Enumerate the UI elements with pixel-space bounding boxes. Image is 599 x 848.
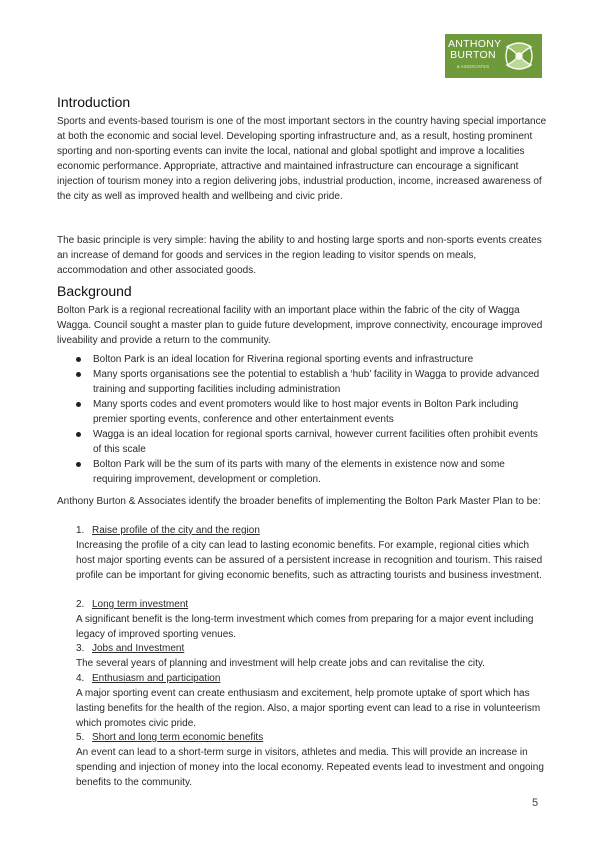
benefit-text: A major sporting event can create enthusiasm and excitement, help promote uptake of sport which has lasting benefits for the health of the region. Also, a major sporting event can lead to a rise in volunteerism which promotes civic pride.	[76, 688, 541, 729]
logo-mark-icon	[501, 37, 537, 75]
benefit-heading	[76, 730, 263, 745]
logo-line-1: ANTHONY	[448, 38, 502, 50]
background-paragraph-1: Bolton Park is a regional recreational facility with an important place within the fabric of the city of Wagga Wagga. Council sought a master plan to guide future development, improve connectivity, encourage improved liveability and provide a return to the community.	[57, 305, 543, 346]
benefit-number: 1.	[76, 525, 85, 536]
benefit-heading	[76, 523, 260, 538]
bullet-dot-icon	[76, 432, 81, 437]
benefit-number: 2.	[76, 599, 85, 610]
introduction-paragraph-2: The basic principle is very simple: having the ability to and hosting large sports and non-sports events creates an increase of demand for goods and services in the region leading to visitor spends on meals, accommodation and other associated goods.	[57, 235, 542, 276]
bullet-dot-icon	[76, 402, 81, 407]
bullet-item	[76, 427, 546, 457]
benefit-title: Long term investment	[92, 599, 189, 610]
bullet-item	[76, 397, 546, 427]
introduction-heading: Introduction	[57, 94, 131, 110]
benefit-text: Increasing the profile of a city can lead to lasting economic benefits. For example, regional cities which host major sporting events can be assured of a persistent increase in recognition and tourism. This raised profile can be important for giving economic benefits, such as attracting tourists and business investment.	[76, 540, 543, 581]
benefit-number: 5.	[76, 732, 85, 743]
bullet-dot-icon	[76, 357, 81, 362]
bullet-text: Many sports codes and event promoters would like to host major events in Bolton Park including premier sporting events, conference and other entertainment events	[93, 399, 519, 425]
benefit-number: 4.	[76, 673, 85, 684]
bullet-text: Many sports organisations see the potential to establish a ‘hub’ facility in Wagga to provide advanced training and supporting facilities including administration	[93, 369, 540, 395]
bullet-item	[76, 367, 546, 397]
benefit-heading	[76, 597, 188, 612]
logo-line-2: BURTON	[450, 49, 496, 61]
benefits-intro: Anthony Burton & Associates identify the broader benefits of implementing the Bolton Park Master Plan to be:	[57, 496, 541, 507]
background-bullet-list	[76, 352, 546, 487]
logo-line-3: & ASSOCIATES	[456, 64, 490, 69]
benefit-heading	[76, 641, 184, 656]
benefit-title: Enthusiasm and participation	[92, 673, 221, 684]
bullet-dot-icon	[76, 372, 81, 377]
benefit-text: The several years of planning and investment will help create jobs and can revitalise the city.	[76, 658, 485, 669]
background-heading: Background	[57, 283, 132, 299]
page-number: 5	[532, 797, 539, 809]
benefit-title: Raise profile of the city and the region	[92, 525, 260, 536]
bullet-item	[76, 352, 546, 367]
bullet-text: Bolton Park is an ideal location for Riverina regional sporting events and infrastructure	[93, 354, 474, 365]
benefit-title: Jobs and Investment	[92, 643, 185, 654]
bullet-text: Bolton Park will be the sum of its parts with many of the elements in existence now and some requiring improvement, development or completion.	[93, 459, 505, 485]
company-logo	[445, 34, 542, 78]
introduction-paragraph-1: Sports and events-based tourism is one of the most important sectors in the country having special importance at both the economic and social level. Developing sporting infrastructure and, as a result, hosting prominent sporting and non-sporting events can invite the local, national and global spotlight and improve a localities economic performance. Appropriate, attractive and maintained infrastructure can encourage a significant injection of tourism money into a region delivering jobs, industrial production, income, increased awareness of the city as well as improved health and wellbeing and civic pride.	[57, 116, 547, 202]
benefit-number: 3.	[76, 643, 85, 654]
benefit-text: An event can lead to a short-term surge in visitors, athletes and media. This will provide an increase in spending and injection of money into the local economy. Repeated events lead to investment and ongoing benefits to the community.	[76, 747, 544, 788]
benefit-text: A significant benefit is the long-term investment which comes from preparing for a major event including legacy of improved sporting venues.	[76, 614, 534, 640]
benefit-heading	[76, 671, 220, 686]
bullet-dot-icon	[76, 462, 81, 467]
benefit-title: Short and long term economic benefits	[92, 732, 264, 743]
bullet-item	[76, 457, 546, 487]
bullet-text: Wagga is an ideal location for regional sports carnival, however current facilities often prohibit events of this scale	[93, 429, 538, 455]
